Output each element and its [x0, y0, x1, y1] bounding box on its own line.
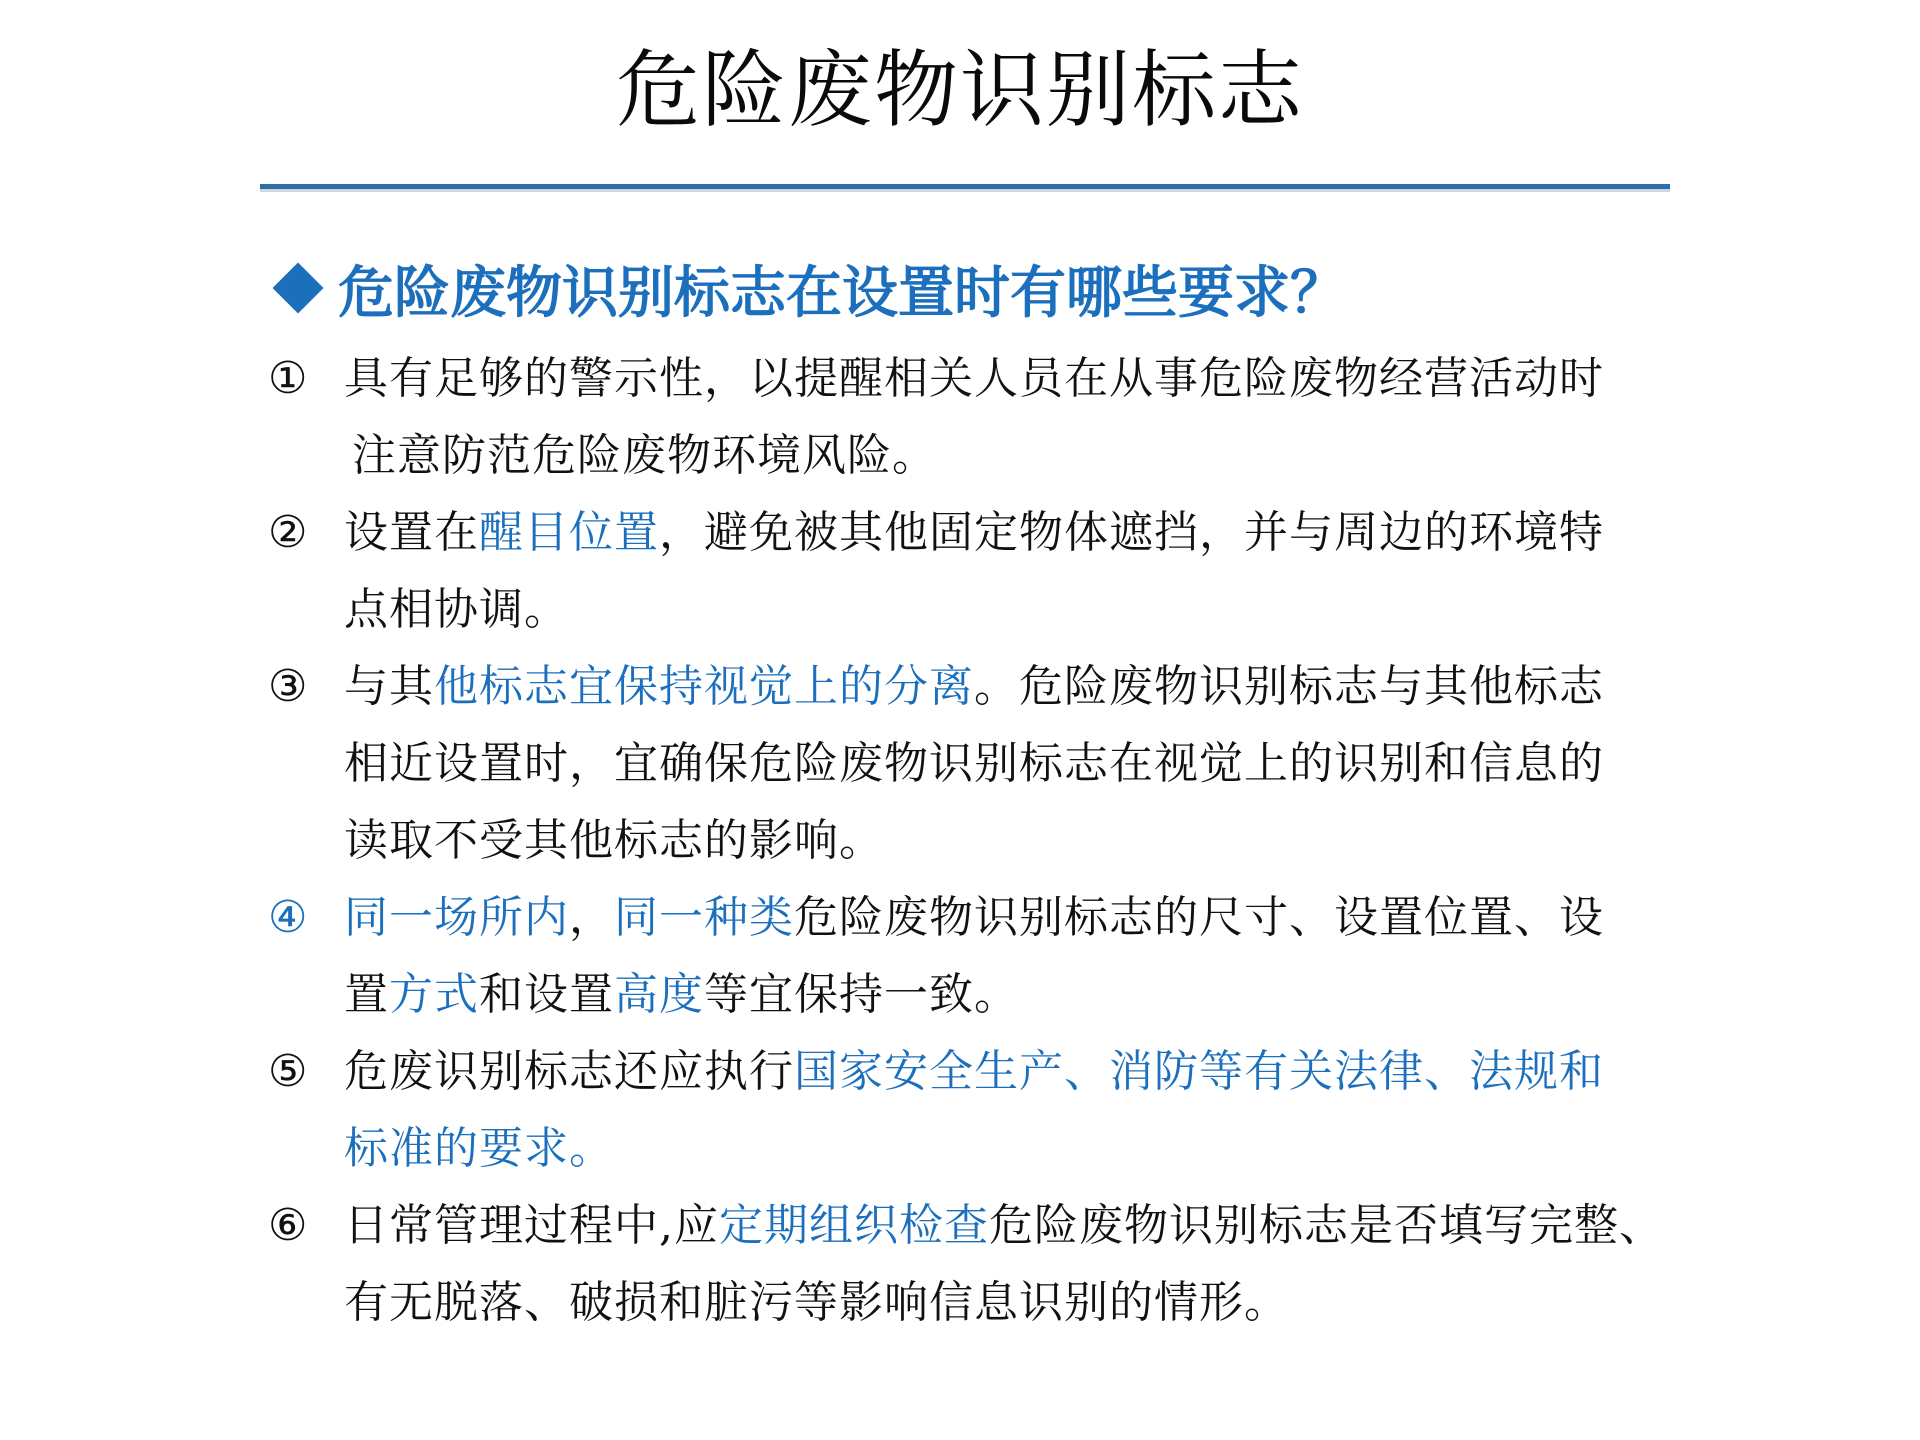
text-run: 读取不受其他标志的影响。 [344, 815, 884, 866]
text-run: 点相协调。 [344, 584, 569, 635]
text-run: 设置在 [344, 507, 479, 558]
text-run: 具有足够的警示性，以提醒相关人员在从事危险废物经营活动时 [344, 353, 1604, 404]
highlighted-text: 方式 [389, 969, 479, 1020]
list-item [268, 1033, 1748, 1187]
item-number: ① [268, 353, 309, 404]
diamond-bullet-icon [273, 263, 324, 314]
list-item [268, 494, 1748, 648]
item-line [344, 1110, 1748, 1187]
section-question [272, 256, 1346, 332]
text-run: 危险废物识别标志的尺寸、设置位置、设 [794, 892, 1604, 943]
text-run: 有无脱落、破损和脏污等影响信息识别的情形。 [344, 1277, 1289, 1328]
text-run: 日常管理过程中,应 [344, 1200, 719, 1251]
list-item [268, 1187, 1748, 1341]
text-run: 。危险废物识别标志与其他标志 [974, 661, 1604, 712]
highlighted-text: 同一种类 [614, 892, 794, 943]
item-line [344, 879, 1748, 956]
item-line [344, 802, 1748, 879]
list-item [268, 648, 1748, 879]
text-run: ，避免被其他固定物体遮挡，并与周边的环境特 [659, 507, 1604, 558]
highlighted-text: 他标志宜保持视觉上的分离 [434, 661, 974, 712]
item-number: ⑤ [268, 1046, 309, 1097]
list-item [268, 879, 1748, 1033]
item-line [344, 648, 1748, 725]
text-run: 置 [344, 969, 389, 1020]
item-line [344, 1187, 1748, 1264]
item-number: ③ [268, 661, 309, 712]
text-run: 注意防范危险废物环境风险。 [352, 430, 937, 481]
item-line [344, 1033, 1748, 1110]
item-line [344, 494, 1748, 571]
question-text: 危险废物识别标志在设置时有哪些要求？ [338, 261, 1346, 326]
item-line [344, 417, 1748, 494]
item-number: ⑥ [268, 1200, 309, 1251]
item-line [344, 340, 1748, 417]
item-line [344, 725, 1748, 802]
requirements-list [268, 340, 1748, 1341]
item-line [344, 571, 1748, 648]
item-number: ④ [268, 892, 309, 943]
item-line [344, 956, 1748, 1033]
page-title: 危险废物识别标志 [615, 41, 1304, 139]
highlighted-text: 定期组织检查 [719, 1200, 989, 1251]
text-run: 危险废物识别标志是否填写完整、 [989, 1200, 1664, 1251]
text-run: 相近设置时，宜确保危险废物识别标志在视觉上的识别和信息的 [344, 738, 1604, 789]
list-item [268, 340, 1748, 494]
text-run: 与其 [344, 661, 434, 712]
highlighted-text: 醒目位置 [479, 507, 659, 558]
text-run: ， [569, 892, 614, 943]
highlighted-text: 高度 [614, 969, 704, 1020]
item-number: ② [268, 507, 309, 558]
highlighted-text: 同一场所内 [344, 892, 569, 943]
highlighted-text: 标准的要求。 [344, 1123, 614, 1174]
text-run: 和设置 [479, 969, 614, 1020]
title-divider [260, 184, 1670, 189]
item-line [344, 1264, 1748, 1341]
highlighted-text: 国家安全生产、消防等有关法律、法规和 [794, 1046, 1604, 1097]
text-run: 危废识别标志还应执行 [344, 1046, 794, 1097]
text-run: 等宜保持一致。 [704, 969, 1019, 1020]
